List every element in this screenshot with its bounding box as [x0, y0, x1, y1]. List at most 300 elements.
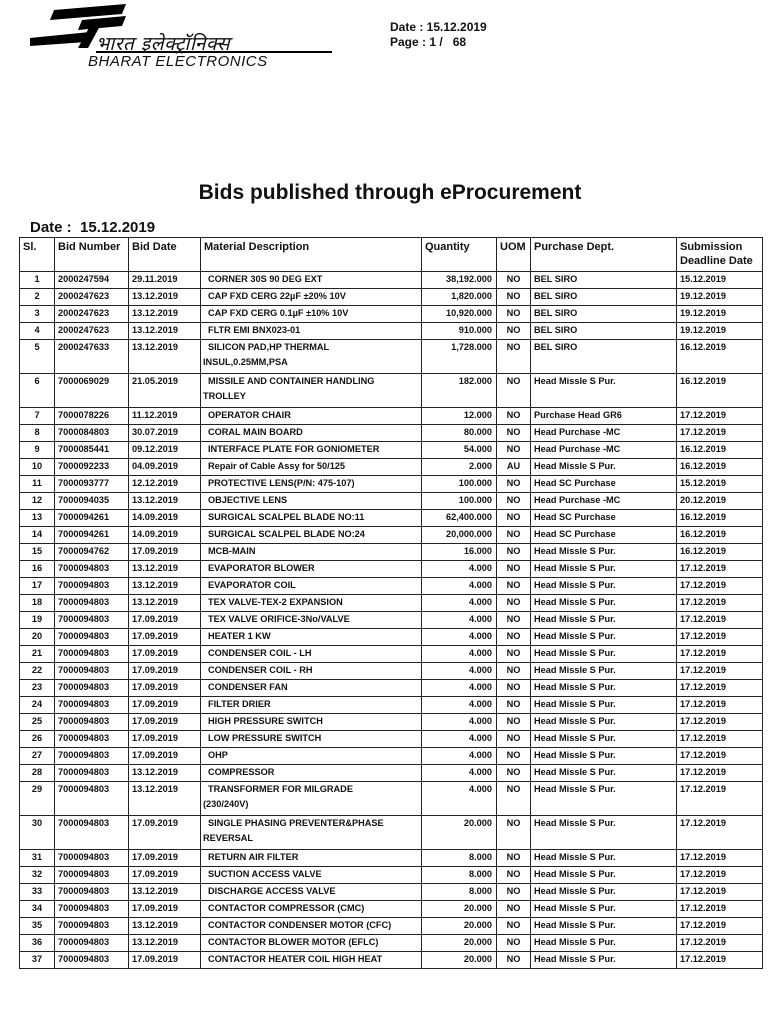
- cell-purchase-dept: Head Missle S Pur.: [531, 663, 677, 680]
- cell-sl: 6: [20, 374, 55, 408]
- cell-purchase-dept: Head Missle S Pur.: [531, 782, 677, 816]
- description-line-1: RETURN AIR FILTER: [208, 852, 299, 862]
- cell-uom: NO: [497, 323, 531, 340]
- cell-bid-date: 04.09.2019: [129, 459, 201, 476]
- cell-bid-number: 7000069029: [55, 374, 129, 408]
- logo-english-wordmark: BHARAT ELECTRONICS: [88, 53, 268, 70]
- cell-bid-date: 13.12.2019: [129, 561, 201, 578]
- cell-sl: 24: [20, 697, 55, 714]
- cell-bid-date: 17.09.2019: [129, 816, 201, 850]
- cell-bid-date: 09.12.2019: [129, 442, 201, 459]
- bel-logo: [30, 4, 340, 70]
- description-line-1: TRANSFORMER FOR MILGRADE: [208, 784, 353, 794]
- cell-bid-date: 17.09.2019: [129, 731, 201, 748]
- description-line-1: CONDENSER FAN: [208, 682, 288, 692]
- cell-bid-number: 7000094803: [55, 901, 129, 918]
- cell-uom: NO: [497, 935, 531, 952]
- cell-material-description: [201, 578, 422, 595]
- description-line-1: CAP FXD CERG 22µF ±20% 10V: [208, 291, 346, 301]
- cell-sl: 34: [20, 901, 55, 918]
- cell-quantity: 4.000: [422, 697, 497, 714]
- cell-purchase-dept: Head Missle S Pur.: [531, 561, 677, 578]
- table-row: [20, 527, 763, 544]
- cell-sl: 36: [20, 935, 55, 952]
- table-row: [20, 935, 763, 952]
- cell-purchase-dept: Head SC Purchase: [531, 476, 677, 493]
- table-row: [20, 544, 763, 561]
- cell-material-description: [201, 884, 422, 901]
- cell-bid-number: 2000247633: [55, 340, 129, 374]
- cell-bid-date: 30.07.2019: [129, 425, 201, 442]
- cell-uom: NO: [497, 901, 531, 918]
- cell-sl: 3: [20, 306, 55, 323]
- description-line-1: TEX VALVE-TEX-2 EXPANSION: [208, 597, 343, 607]
- description-line-1: CONTACTOR COMPRESSOR (CMC): [208, 903, 365, 913]
- cell-purchase-dept: Head Missle S Pur.: [531, 867, 677, 884]
- cell-sl: 28: [20, 765, 55, 782]
- cell-bid-number: 7000094762: [55, 544, 129, 561]
- cell-material-description: [201, 544, 422, 561]
- col-header-bid-date: Bid Date: [129, 238, 201, 272]
- cell-bid-date: 14.09.2019: [129, 510, 201, 527]
- description-line-1: SUCTION ACCESS VALVE: [208, 869, 322, 879]
- cell-submission-deadline: 17.12.2019: [677, 714, 763, 731]
- description-line-2: (230/240V): [203, 799, 249, 809]
- description-line-1: Repair of Cable Assy for 50/125: [208, 461, 346, 471]
- cell-material-description: [201, 680, 422, 697]
- col-header-sl: Sl.: [20, 238, 55, 272]
- description-line-1: CAP FXD CERG 0.1µF ±10% 10V: [208, 308, 349, 318]
- cell-bid-date: 17.09.2019: [129, 629, 201, 646]
- cell-uom: NO: [497, 408, 531, 425]
- cell-submission-deadline: 17.12.2019: [677, 731, 763, 748]
- cell-uom: NO: [497, 918, 531, 935]
- description-line-1: CONDENSER COIL - RH: [208, 665, 313, 675]
- table-row: [20, 646, 763, 663]
- table-row: [20, 697, 763, 714]
- cell-uom: NO: [497, 714, 531, 731]
- cell-submission-deadline: 16.12.2019: [677, 459, 763, 476]
- cell-purchase-dept: Head Purchase -MC: [531, 425, 677, 442]
- cell-sl: 15: [20, 544, 55, 561]
- cell-purchase-dept: Head SC Purchase: [531, 527, 677, 544]
- cell-bid-number: 7000093777: [55, 476, 129, 493]
- logo-hindi-wordmark: भारत इलेक्ट्रॉनिक्स: [96, 33, 231, 55]
- cell-sl: 16: [20, 561, 55, 578]
- cell-uom: NO: [497, 765, 531, 782]
- cell-material-description: [201, 272, 422, 289]
- cell-quantity: 20.000: [422, 952, 497, 969]
- cell-sl: 11: [20, 476, 55, 493]
- cell-submission-deadline: 17.12.2019: [677, 952, 763, 969]
- table-row: [20, 748, 763, 765]
- cell-purchase-dept: Head Missle S Pur.: [531, 918, 677, 935]
- cell-quantity: 910.000: [422, 323, 497, 340]
- table-row: [20, 561, 763, 578]
- cell-uom: NO: [497, 340, 531, 374]
- cell-quantity: 4.000: [422, 629, 497, 646]
- cell-uom: NO: [497, 510, 531, 527]
- cell-bid-number: 7000094261: [55, 510, 129, 527]
- cell-bid-date: 13.12.2019: [129, 782, 201, 816]
- description-line-1: OPERATOR CHAIR: [208, 410, 291, 420]
- cell-submission-deadline: 17.12.2019: [677, 901, 763, 918]
- cell-bid-date: 14.09.2019: [129, 527, 201, 544]
- description-line-1: COMPRESSOR: [208, 767, 275, 777]
- table-row: [20, 714, 763, 731]
- cell-sl: 35: [20, 918, 55, 935]
- cell-uom: NO: [497, 816, 531, 850]
- cell-submission-deadline: 17.12.2019: [677, 918, 763, 935]
- description-line-1: CORAL MAIN BOARD: [208, 427, 303, 437]
- cell-uom: NO: [497, 544, 531, 561]
- cell-bid-number: 7000078226: [55, 408, 129, 425]
- cell-uom: NO: [497, 731, 531, 748]
- cell-bid-date: 21.05.2019: [129, 374, 201, 408]
- table-row: [20, 595, 763, 612]
- cell-bid-date: 13.12.2019: [129, 935, 201, 952]
- cell-material-description: [201, 748, 422, 765]
- cell-purchase-dept: Head SC Purchase: [531, 510, 677, 527]
- cell-submission-deadline: 17.12.2019: [677, 884, 763, 901]
- cell-uom: NO: [497, 493, 531, 510]
- cell-quantity: 4.000: [422, 731, 497, 748]
- cell-sl: 25: [20, 714, 55, 731]
- cell-purchase-dept: BEL SIRO: [531, 340, 677, 374]
- cell-purchase-dept: Head Missle S Pur.: [531, 374, 677, 408]
- cell-quantity: 4.000: [422, 782, 497, 816]
- cell-bid-number: 7000094803: [55, 884, 129, 901]
- cell-sl: 4: [20, 323, 55, 340]
- description-line-1: FLTR EMI BNX023-01: [208, 325, 301, 335]
- cell-sl: 23: [20, 680, 55, 697]
- cell-bid-number: 7000094803: [55, 748, 129, 765]
- cell-bid-date: 17.09.2019: [129, 867, 201, 884]
- table-row: [20, 442, 763, 459]
- table-row: [20, 782, 763, 816]
- col-header-uom: UOM: [497, 238, 531, 272]
- cell-quantity: 100.000: [422, 476, 497, 493]
- cell-sl: 37: [20, 952, 55, 969]
- cell-submission-deadline: 17.12.2019: [677, 595, 763, 612]
- description-line-1: TEX VALVE ORIFICE-3No/VALVE: [208, 614, 350, 624]
- table-row: [20, 901, 763, 918]
- table-row: [20, 680, 763, 697]
- cell-quantity: 10,920.000: [422, 306, 497, 323]
- table-row: [20, 510, 763, 527]
- table-row: [20, 850, 763, 867]
- description-line-1: CONTACTOR HEATER COIL HIGH HEAT: [208, 954, 383, 964]
- cell-quantity: 4.000: [422, 663, 497, 680]
- cell-material-description: [201, 459, 422, 476]
- cell-uom: NO: [497, 578, 531, 595]
- cell-bid-date: 13.12.2019: [129, 306, 201, 323]
- cell-bid-date: 13.12.2019: [129, 340, 201, 374]
- col-header-material-description: Material Description: [201, 238, 422, 272]
- cell-submission-deadline: 17.12.2019: [677, 578, 763, 595]
- table-row: [20, 425, 763, 442]
- cell-submission-deadline: 17.12.2019: [677, 680, 763, 697]
- cell-sl: 19: [20, 612, 55, 629]
- cell-bid-number: 7000094803: [55, 731, 129, 748]
- table-row: [20, 476, 763, 493]
- description-line-1: CONDENSER COIL - LH: [208, 648, 312, 658]
- cell-submission-deadline: 17.12.2019: [677, 561, 763, 578]
- cell-quantity: 2.000: [422, 459, 497, 476]
- table-row: [20, 408, 763, 425]
- cell-submission-deadline: 17.12.2019: [677, 425, 763, 442]
- cell-submission-deadline: 17.12.2019: [677, 935, 763, 952]
- col-header-quantity: Quantity: [422, 238, 497, 272]
- cell-uom: NO: [497, 663, 531, 680]
- cell-material-description: [201, 952, 422, 969]
- cell-bid-date: 17.09.2019: [129, 697, 201, 714]
- table-row: [20, 459, 763, 476]
- cell-purchase-dept: Head Missle S Pur.: [531, 816, 677, 850]
- cell-quantity: 4.000: [422, 595, 497, 612]
- cell-purchase-dept: Head Missle S Pur.: [531, 748, 677, 765]
- cell-submission-deadline: 16.12.2019: [677, 374, 763, 408]
- cell-purchase-dept: Head Missle S Pur.: [531, 901, 677, 918]
- cell-sl: 33: [20, 884, 55, 901]
- description-line-1: SURGICAL SCALPEL BLADE NO:24: [208, 529, 365, 539]
- cell-uom: NO: [497, 697, 531, 714]
- cell-bid-number: 7000094803: [55, 935, 129, 952]
- cell-purchase-dept: BEL SIRO: [531, 306, 677, 323]
- cell-bid-number: 7000094803: [55, 578, 129, 595]
- cell-purchase-dept: Head Missle S Pur.: [531, 578, 677, 595]
- cell-uom: NO: [497, 850, 531, 867]
- table-row: [20, 578, 763, 595]
- cell-material-description: [201, 306, 422, 323]
- cell-purchase-dept: Head Missle S Pur.: [531, 850, 677, 867]
- cell-bid-number: 7000094803: [55, 629, 129, 646]
- cell-uom: NO: [497, 306, 531, 323]
- cell-sl: 14: [20, 527, 55, 544]
- cell-bid-number: 2000247623: [55, 289, 129, 306]
- table-row: [20, 629, 763, 646]
- cell-submission-deadline: 17.12.2019: [677, 850, 763, 867]
- cell-uom: NO: [497, 612, 531, 629]
- table-row: [20, 952, 763, 969]
- cell-material-description: [201, 425, 422, 442]
- cell-submission-deadline: 20.12.2019: [677, 493, 763, 510]
- cell-bid-date: 13.12.2019: [129, 493, 201, 510]
- cell-material-description: [201, 731, 422, 748]
- cell-bid-date: 12.12.2019: [129, 476, 201, 493]
- cell-bid-number: 7000094803: [55, 850, 129, 867]
- col-header-purchase-dept: Purchase Dept.: [531, 238, 677, 272]
- cell-purchase-dept: BEL SIRO: [531, 323, 677, 340]
- cell-bid-number: 2000247594: [55, 272, 129, 289]
- cell-bid-date: 17.09.2019: [129, 612, 201, 629]
- cell-purchase-dept: Head Missle S Pur.: [531, 765, 677, 782]
- cell-uom: NO: [497, 289, 531, 306]
- cell-submission-deadline: 19.12.2019: [677, 323, 763, 340]
- cell-quantity: 8.000: [422, 850, 497, 867]
- cell-uom: NO: [497, 629, 531, 646]
- cell-bid-date: 17.09.2019: [129, 663, 201, 680]
- cell-bid-date: 17.09.2019: [129, 714, 201, 731]
- cell-material-description: [201, 289, 422, 306]
- cell-uom: NO: [497, 595, 531, 612]
- description-line-1: CORNER 30S 90 DEG EXT: [208, 274, 323, 284]
- description-line-1: CONTACTOR CONDENSER MOTOR (CFC): [208, 920, 392, 930]
- cell-uom: NO: [497, 646, 531, 663]
- cell-purchase-dept: Head Missle S Pur.: [531, 952, 677, 969]
- cell-material-description: [201, 935, 422, 952]
- cell-submission-deadline: 17.12.2019: [677, 646, 763, 663]
- description-line-1: HEATER 1 KW: [208, 631, 271, 641]
- cell-material-description: [201, 850, 422, 867]
- description-line-2: REVERSAL: [203, 833, 254, 843]
- cell-bid-date: 17.09.2019: [129, 544, 201, 561]
- description-line-2: TROLLEY: [203, 391, 246, 401]
- description-line-1: SINGLE PHASING PREVENTER&PHASE: [208, 818, 384, 828]
- cell-material-description: [201, 714, 422, 731]
- cell-purchase-dept: Purchase Head GR6: [531, 408, 677, 425]
- cell-submission-deadline: 15.12.2019: [677, 272, 763, 289]
- cell-sl: 5: [20, 340, 55, 374]
- bids-table: [19, 237, 763, 969]
- cell-quantity: 16.000: [422, 544, 497, 561]
- cell-sl: 10: [20, 459, 55, 476]
- header-meta: [390, 20, 487, 50]
- header-date: Date : 15.12.2019: [390, 20, 487, 34]
- description-line-1: MISSILE AND CONTAINER HANDLING: [208, 376, 375, 386]
- cell-uom: NO: [497, 272, 531, 289]
- cell-purchase-dept: Head Missle S Pur.: [531, 714, 677, 731]
- cell-purchase-dept: BEL SIRO: [531, 289, 677, 306]
- cell-material-description: [201, 612, 422, 629]
- cell-quantity: 62,400.000: [422, 510, 497, 527]
- cell-submission-deadline: 17.12.2019: [677, 748, 763, 765]
- cell-material-description: [201, 816, 422, 850]
- cell-quantity: 20.000: [422, 816, 497, 850]
- cell-bid-number: 7000094035: [55, 493, 129, 510]
- cell-purchase-dept: Head Purchase -MC: [531, 442, 677, 459]
- table-row: [20, 884, 763, 901]
- cell-quantity: 8.000: [422, 867, 497, 884]
- report-date: Date : 15.12.2019: [30, 219, 156, 236]
- cell-quantity: 1,728.000: [422, 340, 497, 374]
- cell-quantity: 4.000: [422, 646, 497, 663]
- cell-submission-deadline: 16.12.2019: [677, 442, 763, 459]
- description-line-1: LOW PRESSURE SWITCH: [208, 733, 322, 743]
- cell-uom: NO: [497, 748, 531, 765]
- cell-submission-deadline: 15.12.2019: [677, 476, 763, 493]
- cell-quantity: 4.000: [422, 714, 497, 731]
- cell-material-description: [201, 323, 422, 340]
- cell-bid-number: 7000094803: [55, 680, 129, 697]
- cell-bid-date: 17.09.2019: [129, 952, 201, 969]
- cell-submission-deadline: 17.12.2019: [677, 612, 763, 629]
- cell-sl: 8: [20, 425, 55, 442]
- cell-submission-deadline: 17.12.2019: [677, 867, 763, 884]
- cell-sl: 26: [20, 731, 55, 748]
- cell-quantity: 20.000: [422, 918, 497, 935]
- cell-submission-deadline: 19.12.2019: [677, 289, 763, 306]
- table-row: [20, 612, 763, 629]
- cell-quantity: 8.000: [422, 884, 497, 901]
- cell-bid-number: 7000094803: [55, 612, 129, 629]
- cell-bid-number: 7000094803: [55, 714, 129, 731]
- cell-purchase-dept: Head Missle S Pur.: [531, 629, 677, 646]
- cell-sl: 21: [20, 646, 55, 663]
- cell-sl: 9: [20, 442, 55, 459]
- table-row: [20, 765, 763, 782]
- cell-purchase-dept: Head Missle S Pur.: [531, 646, 677, 663]
- cell-purchase-dept: Head Missle S Pur.: [531, 935, 677, 952]
- cell-sl: 29: [20, 782, 55, 816]
- cell-bid-date: 13.12.2019: [129, 323, 201, 340]
- cell-bid-number: 7000094803: [55, 918, 129, 935]
- table-row: [20, 340, 763, 374]
- table-row: [20, 306, 763, 323]
- cell-bid-number: 2000247623: [55, 306, 129, 323]
- description-line-1: PROTECTIVE LENS(P/N: 475-107): [208, 478, 355, 488]
- cell-uom: NO: [497, 867, 531, 884]
- cell-bid-date: 17.09.2019: [129, 680, 201, 697]
- table-row: [20, 663, 763, 680]
- cell-material-description: [201, 646, 422, 663]
- description-line-1: EVAPORATOR COIL: [208, 580, 296, 590]
- cell-quantity: 4.000: [422, 748, 497, 765]
- table-row: [20, 731, 763, 748]
- cell-sl: 7: [20, 408, 55, 425]
- cell-purchase-dept: Head Missle S Pur.: [531, 459, 677, 476]
- cell-bid-date: 13.12.2019: [129, 578, 201, 595]
- cell-sl: 31: [20, 850, 55, 867]
- table-row: [20, 918, 763, 935]
- cell-bid-number: 7000085441: [55, 442, 129, 459]
- description-line-1: MCB-MAIN: [208, 546, 256, 556]
- cell-bid-number: 7000094803: [55, 867, 129, 884]
- cell-material-description: [201, 663, 422, 680]
- cell-uom: NO: [497, 782, 531, 816]
- cell-material-description: [201, 561, 422, 578]
- cell-quantity: 4.000: [422, 680, 497, 697]
- cell-quantity: 4.000: [422, 578, 497, 595]
- cell-bid-number: 7000084803: [55, 425, 129, 442]
- description-line-1: OBJECTIVE LENS: [208, 495, 288, 505]
- col-header-submission-deadline: Submission Deadline Date: [677, 238, 763, 272]
- cell-quantity: 38,192.000: [422, 272, 497, 289]
- header-page: Page : 1 / 68: [390, 35, 467, 49]
- cell-quantity: 20.000: [422, 901, 497, 918]
- cell-bid-date: 17.09.2019: [129, 748, 201, 765]
- cell-submission-deadline: 17.12.2019: [677, 765, 763, 782]
- cell-material-description: [201, 510, 422, 527]
- cell-uom: NO: [497, 476, 531, 493]
- cell-submission-deadline: 17.12.2019: [677, 629, 763, 646]
- cell-bid-date: 17.09.2019: [129, 646, 201, 663]
- description-line-1: CONTACTOR BLOWER MOTOR (EFLC): [208, 937, 379, 947]
- cell-material-description: [201, 340, 422, 374]
- cell-quantity: 1,820.000: [422, 289, 497, 306]
- cell-submission-deadline: 17.12.2019: [677, 816, 763, 850]
- cell-submission-deadline: 19.12.2019: [677, 306, 763, 323]
- cell-submission-deadline: 17.12.2019: [677, 408, 763, 425]
- cell-bid-number: 7000094803: [55, 663, 129, 680]
- cell-material-description: [201, 918, 422, 935]
- table-row: [20, 289, 763, 306]
- description-line-1: OHP: [208, 750, 228, 760]
- cell-quantity: 100.000: [422, 493, 497, 510]
- cell-sl: 2: [20, 289, 55, 306]
- cell-sl: 18: [20, 595, 55, 612]
- cell-bid-number: 2000247623: [55, 323, 129, 340]
